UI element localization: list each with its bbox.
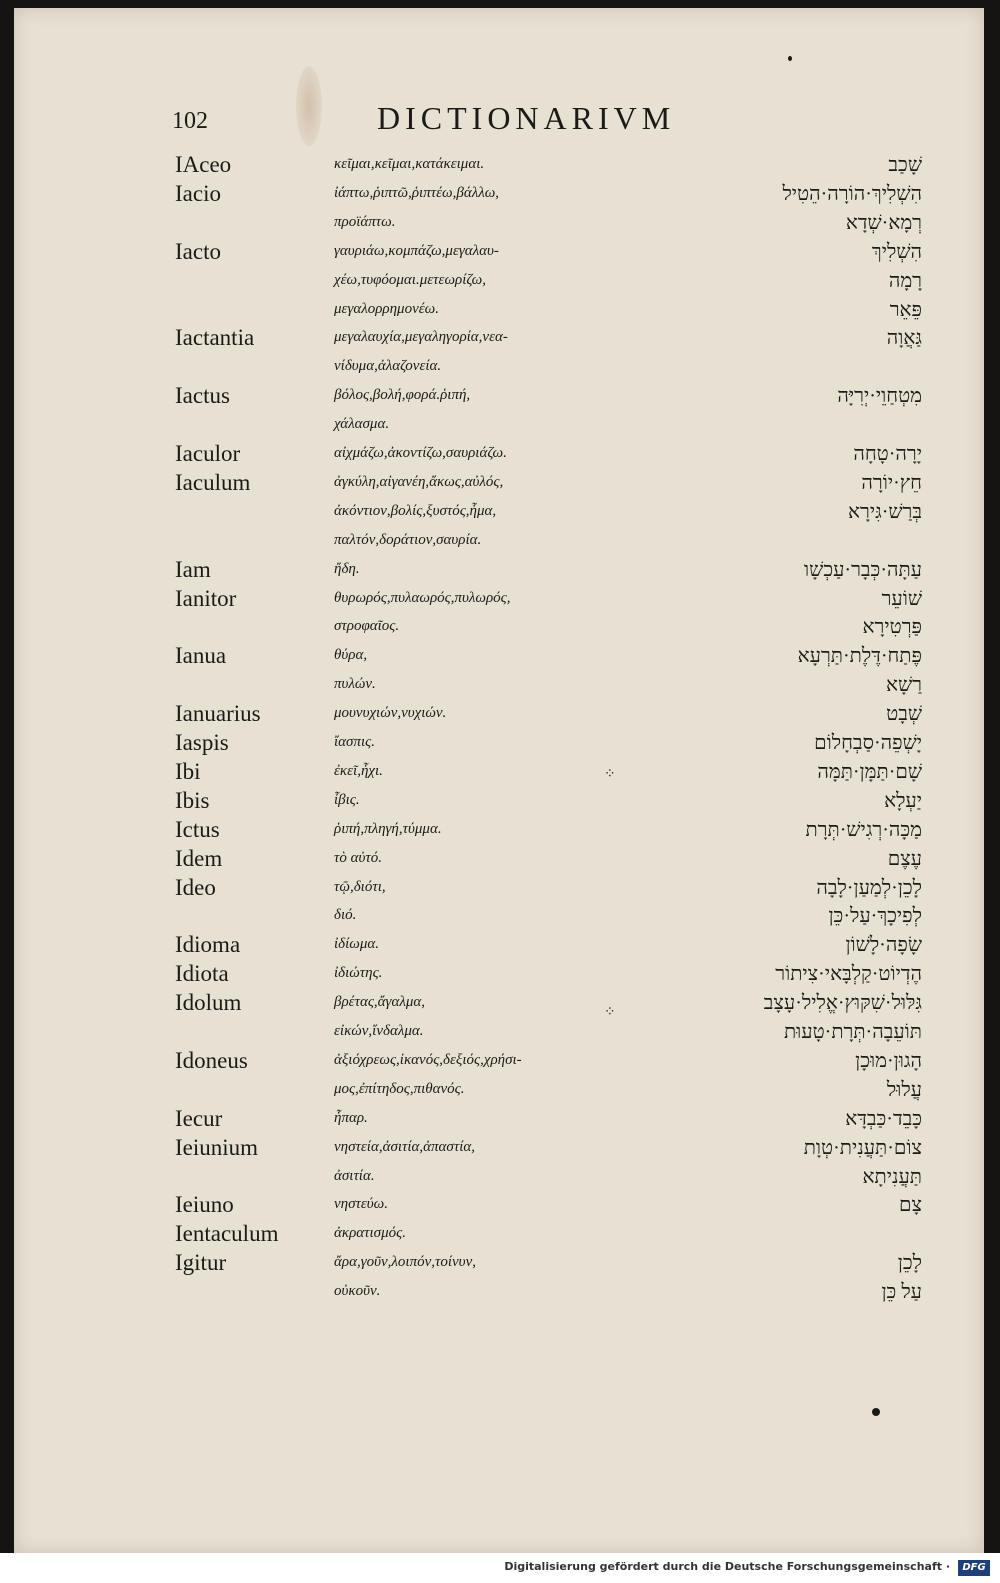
hebrew-equivalent: לָכֵן·לְמַעַן·לָבָה xyxy=(816,876,922,899)
greek-equivalent: τῷ,διότι, xyxy=(334,878,386,895)
greek-equivalent: θύρα, xyxy=(334,647,368,664)
ink-dot xyxy=(872,1408,880,1416)
hebrew-equivalent: שָׁם·תַּמָּן·תַּמָּה xyxy=(817,760,922,783)
hebrew-equivalent: יַעְלָא xyxy=(884,789,922,812)
footer-credit: Digitalisierung gefördert durch die Deutsche Forschungsgemeinschaft · xyxy=(504,1560,950,1573)
greek-equivalent: μεγαλαυχία,μεγαληγορία,νεα- xyxy=(334,329,508,346)
latin-headword: Ideo xyxy=(175,874,216,900)
ink-speck: ⁘ xyxy=(604,767,616,782)
greek-equivalent: βόλος,βολή,φορά.ῥιπή, xyxy=(334,387,471,404)
page-number: 102 xyxy=(172,108,208,134)
greek-equivalent: οὐκοῦν. xyxy=(334,1283,381,1300)
running-title: DICTIONARIVM xyxy=(377,100,676,136)
latin-headword: Ianua xyxy=(175,643,227,669)
hebrew-equivalent: תּוֹעֵבָה·תְּרָת·טָעוּת xyxy=(783,1021,922,1043)
greek-equivalent: πυλών. xyxy=(334,676,376,693)
greek-equivalent: ἐκεῖ,ἧχι. xyxy=(334,762,383,779)
latin-headword: Idoneus xyxy=(175,1047,248,1073)
greek-equivalent: ἀξιόχρεως,ἱκανός,δεξιός,χρήσι- xyxy=(334,1051,522,1068)
hebrew-equivalent: שָׁכַב xyxy=(888,154,922,176)
hebrew-equivalent: תַּעֲנִיתָא xyxy=(862,1165,922,1188)
greek-equivalent: διό. xyxy=(334,907,357,924)
greek-equivalent: μουνυχιών,νυχιών. xyxy=(334,705,447,722)
hebrew-equivalent: פֵּאֵר xyxy=(889,298,922,321)
digitization-footer xyxy=(0,1553,1000,1583)
latin-headword: Iactus xyxy=(175,383,230,409)
hebrew-equivalent: יָרָה·טָחָה xyxy=(853,443,922,465)
greek-equivalent: θυρωρός,πυλαωρός,πυλωρός, xyxy=(334,589,511,606)
latin-headword: Ibi xyxy=(175,758,201,784)
greek-equivalent: ἄρα,γοῦν,λοιπόν,τοίνυν, xyxy=(334,1254,476,1271)
greek-equivalent: μεγαλορρημονέω. xyxy=(334,300,439,317)
hebrew-equivalent: עֲלוּל xyxy=(886,1078,922,1101)
hebrew-equivalent: גַּאֲוָה xyxy=(886,327,922,350)
greek-equivalent: προϊάπτω. xyxy=(334,213,396,230)
hebrew-equivalent: שׁוֹעֵר xyxy=(881,587,922,610)
greek-equivalent: ἀγκύλη,αἰγανέη,ἄκως,αὐλός, xyxy=(334,473,504,490)
hebrew-equivalent: עַל כֵּן xyxy=(881,1281,922,1304)
latin-headword: Ieiuno xyxy=(175,1192,234,1218)
greek-equivalent: μος,ἐπίτηδος,πιθανός. xyxy=(334,1080,465,1097)
hebrew-equivalent: הֶדְיוֹט·קַלְבָּאי·צִיתוֹר xyxy=(775,963,922,986)
greek-equivalent: νηστεία,ἀσιτία,ἀπαστία, xyxy=(334,1138,475,1155)
latin-headword: Iactantia xyxy=(175,325,255,351)
latin-headword: Iam xyxy=(175,556,211,582)
hebrew-equivalent: עֶצֶם xyxy=(887,847,922,870)
greek-equivalent: εἰκών,ἴνδαλμα. xyxy=(334,1023,424,1039)
hebrew-equivalent: שְׁבָט xyxy=(886,703,922,726)
hebrew-equivalent: לָכֵן xyxy=(897,1252,922,1275)
hebrew-equivalent: פֶּתַח·דֶּלֶת·תַּרְעָא xyxy=(797,645,922,668)
greek-equivalent: χάλασμα. xyxy=(334,416,390,433)
greek-equivalent: ἤδη. xyxy=(334,560,360,577)
hebrew-equivalent: מִטְחַוֵי·יְרִיָּה xyxy=(837,385,922,408)
hebrew-equivalent: לְפִיכָךְ·עַל·כֵּן xyxy=(828,905,922,928)
hebrew-equivalent: צָם xyxy=(899,1194,922,1217)
latin-headword: Iaculor xyxy=(175,441,241,466)
greek-equivalent: ἀκρατισμός. xyxy=(334,1225,406,1242)
greek-equivalent: τὸ αὐτό. xyxy=(334,849,382,866)
latin-headword: Iacto xyxy=(175,238,221,264)
hebrew-equivalent: צוֹם·תַּעֲנִית·טְוָת xyxy=(803,1136,922,1159)
hebrew-equivalent: כָּבֵד·כַּבְדָּא xyxy=(845,1107,922,1130)
greek-equivalent: ἀκόντιον,βολίς,ξυστός,ἧμα, xyxy=(334,502,497,519)
greek-equivalent: ἰάπτω,ῥιπτῶ,ῥιπτέω,βάλλω, xyxy=(334,184,500,201)
hebrew-equivalent: הִשְׁלִיךְ xyxy=(871,240,922,263)
dictionary-entries xyxy=(14,8,984,1553)
latin-headword: Ictus xyxy=(175,816,220,842)
hebrew-equivalent: יָשְׁפֵה·סַבְחָלוֹם xyxy=(814,732,922,754)
hebrew-equivalent: רַשָׁא xyxy=(886,674,922,697)
greek-equivalent: ἀσιτία. xyxy=(334,1167,375,1184)
latin-headword: Iaculum xyxy=(175,469,251,495)
latin-headword: Ieiunium xyxy=(175,1134,259,1160)
hebrew-equivalent: פַּרְטִירָא xyxy=(862,616,922,639)
hebrew-equivalent: חֵץ·יוֹרָה xyxy=(861,471,922,494)
greek-equivalent: ῥιπή,πληγή,τύμμα. xyxy=(334,820,442,837)
greek-equivalent: νηστεύω. xyxy=(334,1196,389,1213)
greek-equivalent: στροφαῖος. xyxy=(334,618,400,635)
greek-equivalent: ἶβις. xyxy=(334,791,360,808)
greek-equivalent: νίδυμα,ἀλαζονεία. xyxy=(334,358,442,375)
hebrew-equivalent: שָׂפָה·לָשׁוֹן xyxy=(845,934,922,957)
greek-equivalent: ἰδίωμα. xyxy=(334,936,380,953)
latin-headword: Idolum xyxy=(175,990,242,1016)
hebrew-equivalent: רָמָה xyxy=(888,269,922,292)
latin-headword: Idiota xyxy=(175,961,229,987)
ink-speck: ⁘ xyxy=(604,1005,616,1020)
hebrew-equivalent: גִּלּוּל·שִׁקּוּץ·אֱלִיל·עָצָב xyxy=(763,992,922,1015)
latin-headword: Ianuarius xyxy=(175,701,261,727)
greek-equivalent: ἧπαρ. xyxy=(334,1109,368,1126)
greek-equivalent: βρέτας,ἄγαλμα, xyxy=(334,994,425,1011)
latin-headword: Igitur xyxy=(175,1250,227,1276)
latin-headword: Ianitor xyxy=(175,585,237,611)
greek-equivalent: αἰχμάζω,ἀκοντίζω,σαυριάζω. xyxy=(334,445,507,461)
latin-headword: Ientaculum xyxy=(175,1221,279,1247)
greek-equivalent: παλτόν,δοράτιον,σαυρία. xyxy=(334,531,482,548)
hebrew-equivalent: בְּרַשׁ·גִּירָא xyxy=(848,500,922,523)
greek-equivalent: κεῖμαι,κεῖμαι,κατάκειμαι. xyxy=(334,156,485,172)
book-page xyxy=(14,8,984,1553)
latin-headword: Idem xyxy=(175,845,223,871)
dfg-logo: DFG xyxy=(958,1560,990,1576)
hebrew-equivalent: הָגוּן·מוּכָן xyxy=(855,1049,922,1072)
latin-headword: Iacio xyxy=(175,180,221,206)
hebrew-equivalent: עַתָּה·כְּבָר·עַכְשָׁו xyxy=(804,558,922,581)
ink-speck xyxy=(788,56,792,61)
greek-equivalent: χέω,τυφόομαι.μετεωρίζω, xyxy=(334,271,486,288)
hebrew-equivalent: הִשְׁלִיךְ·הוֹרָה·הֵטִיל xyxy=(782,182,922,205)
hebrew-equivalent: רְמָא·שְׁדָא xyxy=(845,211,922,234)
latin-headword: IAceo xyxy=(175,152,232,177)
latin-headword: Ibis xyxy=(175,787,210,813)
latin-headword: Iaspis xyxy=(175,730,229,755)
greek-equivalent: ἴασπις. xyxy=(334,734,375,750)
greek-equivalent: γαυριάω,κομπάζω,μεγαλαυ- xyxy=(334,242,499,259)
latin-headword: Idioma xyxy=(175,932,241,958)
greek-equivalent: ἰδιώτης. xyxy=(334,965,383,982)
latin-headword: Iecur xyxy=(175,1105,223,1131)
hebrew-equivalent: מַכָּה·רְגִישׁ·תְּרָת xyxy=(805,818,922,841)
